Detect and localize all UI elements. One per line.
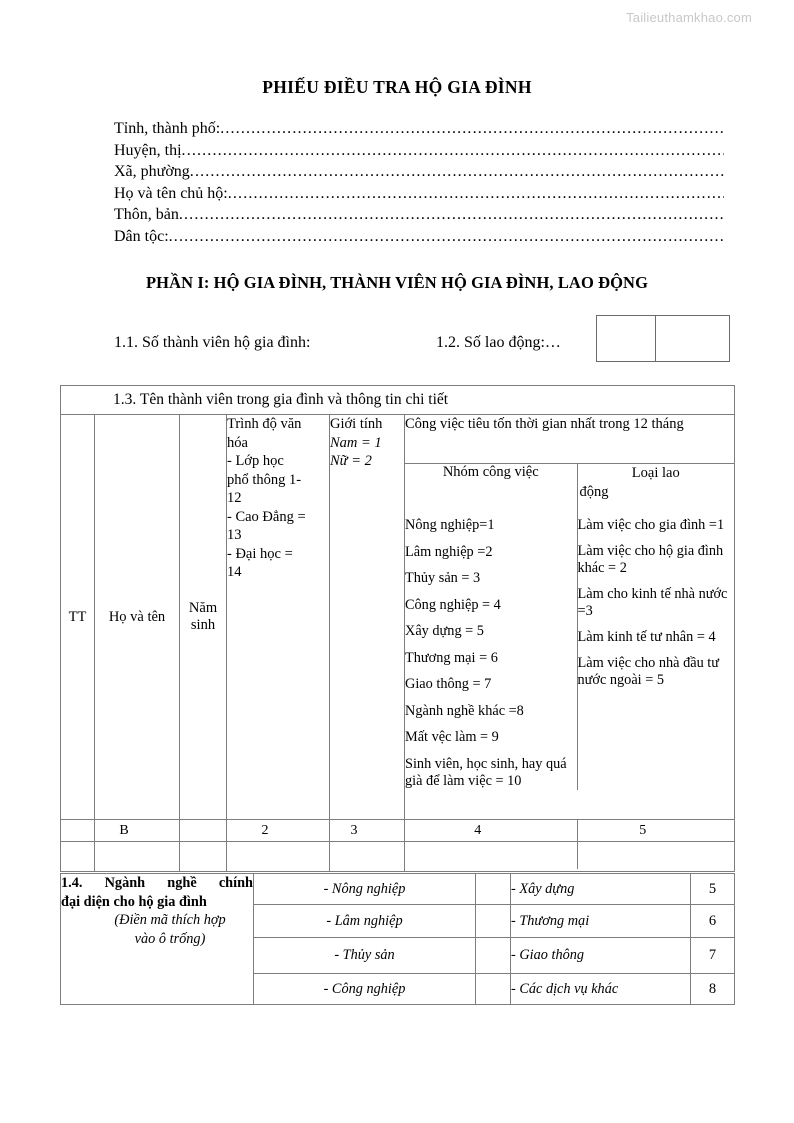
occupation-note-line-1: (Điền mã thích hợp	[114, 912, 226, 928]
field-province-label: Tỉnh, thành phố:	[114, 120, 221, 137]
labor-option: Làm việc cho hộ gia đình khác = 2	[577, 543, 724, 576]
occupation-label-line-1: 1.4. Ngành nghề chính	[61, 875, 253, 891]
field-ethnicity-dots	[169, 226, 724, 248]
header-gender	[330, 415, 405, 820]
labor-count-box-1[interactable]	[597, 316, 655, 361]
field-ethnicity	[114, 226, 724, 248]
table-caption-row	[61, 386, 735, 415]
field-commune-dots	[190, 161, 724, 183]
education-line-4: phổ thông 1-	[227, 471, 302, 488]
colnum-education: 2	[227, 820, 330, 842]
blank-cell-tt[interactable]	[61, 842, 95, 872]
occupation-right-code: 8	[691, 974, 735, 1005]
header-birth-year: Năm sinh	[180, 415, 227, 820]
table-caption: 1.3. Tên thành viên trong gia đình và thông tin chi tiết	[61, 386, 735, 415]
colnum-tt	[61, 820, 95, 842]
colnum-labor-type: 5	[577, 820, 734, 841]
question-1-1-label: 1.1. Số thành viên hộ gia đình:	[114, 334, 311, 351]
occupation-left-code-box[interactable]	[476, 905, 511, 938]
field-hamlet-dots	[179, 204, 724, 226]
labor-count-boxes	[596, 315, 730, 362]
occupation-left-item: - Công nghiệp	[254, 974, 476, 1005]
job-option: Lâm nghiệp =2	[405, 543, 493, 560]
job-option: Thủy sản = 3	[405, 570, 481, 586]
labor-options-list	[577, 517, 734, 790]
part-one-title: PHẦN I: HỘ GIA ĐÌNH, THÀNH VIÊN HỘ GIA ĐÌNH, LAO ĐỘNG	[145, 273, 649, 292]
labor-option: Làm kinh tế tư nhân = 4	[577, 629, 716, 645]
blank-cell-birth-year[interactable]	[180, 842, 227, 872]
labor-type-line-1: Loại lao	[631, 465, 680, 481]
field-province-dots	[220, 118, 724, 140]
education-line-3: - Lớp học	[227, 453, 284, 469]
labor-type-line-2: động	[579, 484, 609, 500]
work-subheader-row	[405, 464, 734, 518]
job-option: Mất vệc làm = 9	[405, 729, 499, 745]
field-head-of-household-label: Họ và tên chủ hộ:	[114, 184, 228, 202]
education-line-2: hóa	[227, 434, 248, 451]
occupation-right-item: - Các dịch vụ khác	[511, 974, 691, 1005]
colnum-work-section	[405, 820, 735, 842]
education-line-8: - Đại học =	[227, 545, 293, 562]
gender-female-code: Nữ = 2	[330, 453, 372, 469]
header-work-section	[405, 415, 735, 820]
labor-option: Làm cho kinh tế nhà nước =3	[577, 586, 728, 619]
job-option: Thương mại = 6	[405, 649, 498, 666]
education-line-7: 13	[227, 527, 242, 543]
occupation-right-code: 5	[691, 874, 735, 905]
work-section-inner-table	[405, 415, 734, 790]
occupation-right-item: - Thương mại	[511, 905, 691, 938]
document-title: PHIẾU ĐIỀU TRA HỘ GIA ĐÌNH	[262, 77, 532, 97]
labor-option: Làm việc cho gia đình =1	[577, 517, 725, 533]
header-education	[227, 415, 330, 820]
labor-count-box-2[interactable]	[655, 316, 729, 361]
blank-cell-education[interactable]	[227, 842, 330, 872]
table-row	[61, 874, 735, 905]
colnum-job-group: 4	[474, 822, 482, 838]
job-option: Ngành nghề khác =8	[405, 702, 524, 719]
main-occupation-table	[60, 873, 735, 1005]
occupation-right-code: 7	[691, 938, 735, 974]
field-commune-label: Xã, phường	[114, 163, 190, 180]
header-tt: TT	[61, 415, 95, 820]
gender-male-code: Nam = 1	[330, 434, 382, 451]
work-group-title-row	[405, 415, 734, 464]
occupation-right-item: - Giao thông	[511, 938, 691, 974]
blank-cell-name[interactable]	[95, 842, 180, 872]
education-line-9: 14	[227, 564, 242, 580]
colnum-name: B	[95, 820, 180, 842]
table-header-row	[61, 415, 735, 820]
job-option: Sinh viên, học sinh, hay quá già để làm việc = 10	[405, 755, 567, 789]
blank-cell-work-section	[405, 842, 735, 872]
address-fields	[114, 118, 724, 247]
blank-cell-labor-type[interactable]	[577, 842, 734, 869]
watermark: Tailieuthamkhao.com	[626, 10, 752, 25]
household-members-table	[60, 385, 735, 872]
field-province	[114, 118, 724, 140]
occupation-right-item: - Xây dựng	[511, 874, 691, 905]
header-job-group: Nhóm công việc	[405, 464, 577, 518]
field-head-of-household-dots	[228, 183, 724, 205]
gender-label: Giới tính	[330, 416, 383, 432]
labor-option: Làm việc cho nhà đầu tư nước ngoài = 5	[577, 655, 720, 688]
job-option: Xây dựng = 5	[405, 623, 484, 639]
field-hamlet	[114, 204, 724, 226]
education-line-6: - Cao Đẳng =	[227, 508, 306, 525]
question-1-2-label: 1.2. Số lao động:…	[436, 334, 561, 351]
work-group-title: Công việc tiêu tốn thời gian nhất trong 12 tháng	[405, 415, 734, 464]
work-options-row	[405, 517, 734, 790]
occupation-label-cell	[61, 874, 254, 1005]
field-district-label: Huyện, thị	[114, 141, 182, 159]
field-hamlet-label: Thôn, bản	[114, 206, 179, 223]
blank-cell-gender[interactable]	[330, 842, 405, 872]
header-labor-type	[577, 464, 734, 518]
colnum-gender: 3	[330, 820, 405, 842]
header-name: Họ và tên	[95, 415, 180, 820]
occupation-left-item: - Thủy sản	[254, 938, 476, 974]
field-head-of-household	[114, 183, 724, 205]
occupation-left-item: - Lâm nghiệp	[254, 905, 476, 938]
field-district	[114, 140, 724, 162]
occupation-left-item: - Nông nghiệp	[254, 874, 476, 905]
occupation-label-line-2: đại diện cho hộ gia đình	[61, 893, 207, 910]
occupation-note-line-2: vào ô trống)	[134, 930, 206, 947]
occupation-left-code-box[interactable]	[476, 938, 511, 974]
education-line-1: Trình độ văn	[227, 416, 302, 432]
field-ethnicity-label: Dân tộc:	[114, 227, 169, 245]
job-options-list	[405, 517, 577, 790]
blank-entry-row	[61, 842, 735, 872]
job-option: Nông nghiệp=1	[405, 517, 495, 533]
column-number-row	[61, 820, 735, 842]
occupation-left-code-box[interactable]	[476, 874, 511, 905]
job-option: Giao thông = 7	[405, 676, 492, 692]
blank-cell-job-group[interactable]	[405, 842, 577, 869]
colnum-birth-year	[180, 820, 227, 842]
job-option: Công nghiệp = 4	[405, 596, 501, 613]
occupation-left-code-box[interactable]	[476, 974, 511, 1005]
education-line-5: 12	[227, 490, 242, 506]
field-district-dots	[182, 140, 724, 162]
occupation-right-code: 6	[691, 905, 735, 938]
field-commune	[114, 161, 724, 183]
